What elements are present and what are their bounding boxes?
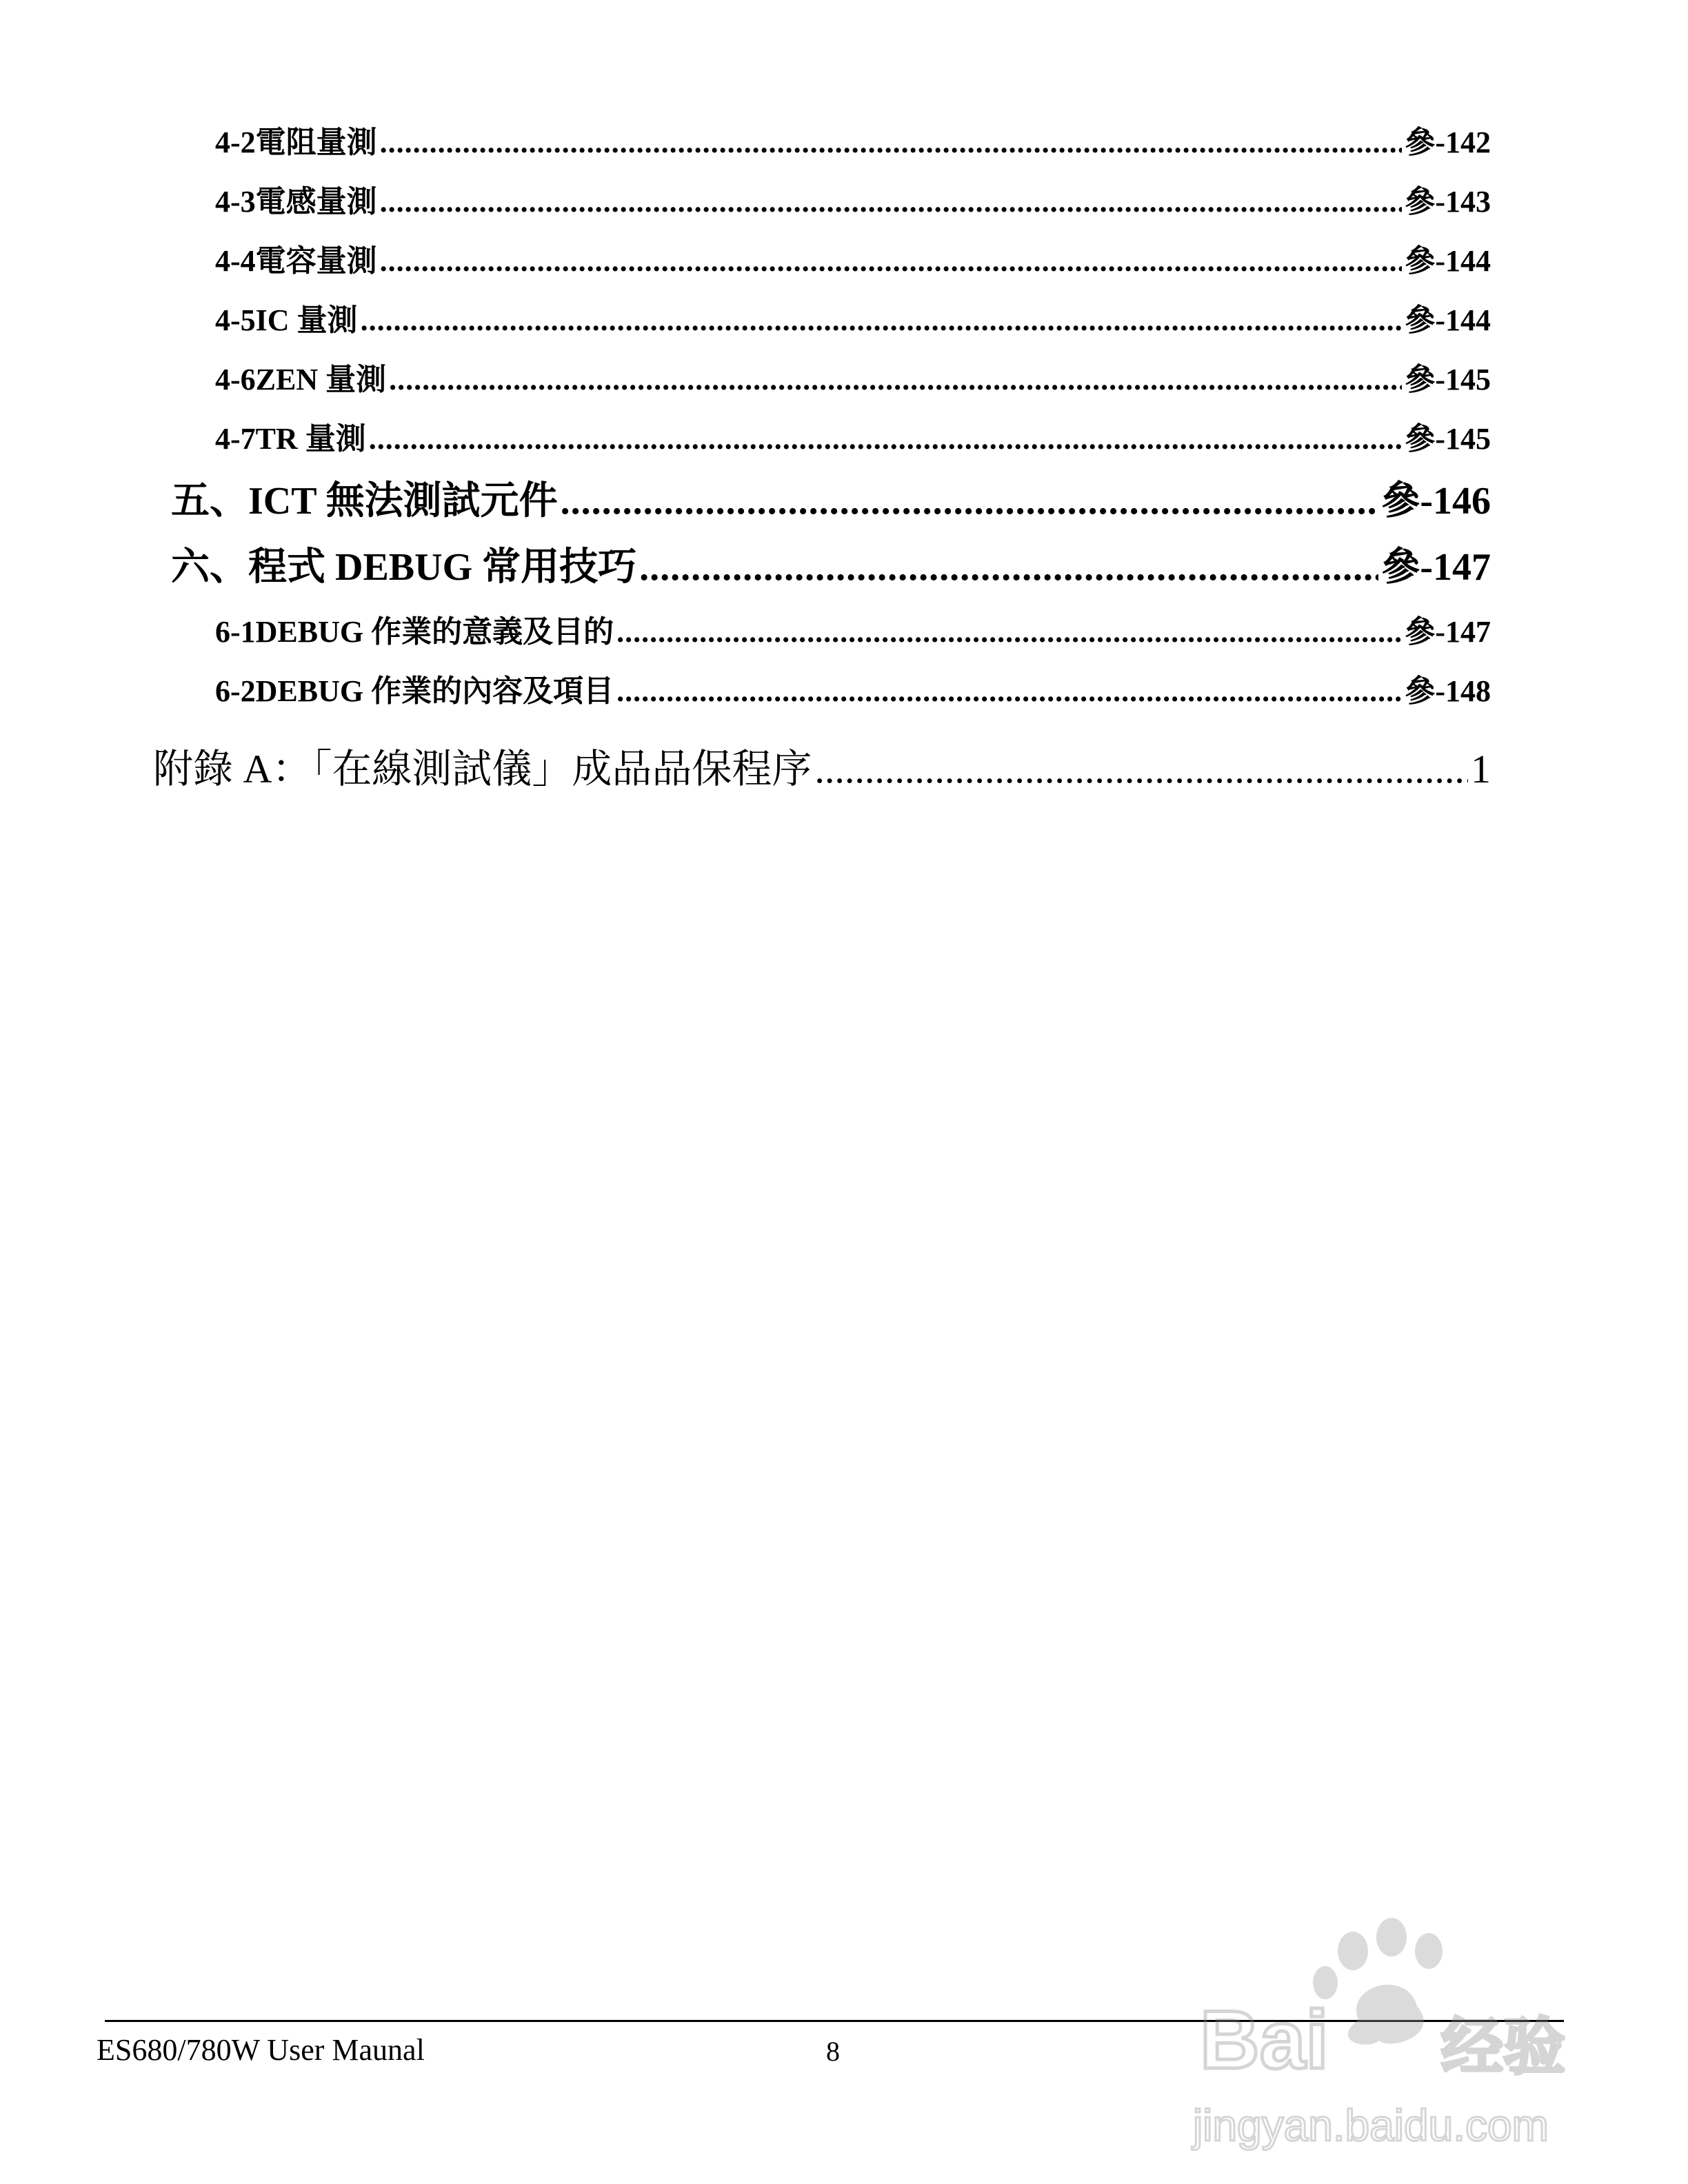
toc-entry-4-6[interactable] — [215, 354, 1491, 398]
entry-number: 6-2 — [215, 674, 256, 708]
dot-leader — [616, 614, 1402, 649]
entry-title: 電感量測 — [255, 185, 377, 219]
watermark-url: jingyan.baidu.com — [1193, 2101, 1549, 2150]
entry-page: 參-147 — [1381, 546, 1491, 589]
entry-number: 4-5 — [215, 303, 256, 337]
entry-page: 參-145 — [1405, 363, 1491, 396]
entry-page: 參-144 — [1405, 244, 1491, 278]
entry-title: 電阻量測 — [255, 125, 377, 159]
toc-entry-4-2[interactable] — [215, 117, 1491, 161]
paw-icon — [1313, 1918, 1443, 2045]
entry-page: 參-145 — [1405, 422, 1491, 456]
dot-leader — [814, 746, 1468, 792]
dot-leader — [389, 362, 1402, 397]
entry-number: 4-3 — [215, 185, 256, 219]
toc-entry-chapter-5[interactable] — [171, 470, 1491, 525]
entry-title: 附錄 A：「在線測試儀」成品品保程序 — [153, 747, 812, 791]
dot-leader — [561, 479, 1379, 523]
toc-entry-4-7[interactable] — [215, 414, 1491, 458]
footer-page-number: 8 — [826, 2036, 840, 2067]
entry-number: 4-2 — [215, 125, 256, 159]
entry-title: DEBUG 作業的意義及目的 — [255, 615, 614, 649]
dot-leader — [639, 545, 1378, 589]
entry-page: 參-144 — [1405, 303, 1491, 337]
entry-number: 4-6 — [215, 363, 256, 396]
entry-title: TR 量測 — [255, 422, 366, 456]
watermark-brand: Bai — [1200, 1994, 1329, 2086]
dot-leader — [361, 303, 1403, 338]
entry-title: 六、程式 DEBUG 常用技巧 — [171, 546, 637, 589]
entry-page: 參-143 — [1405, 185, 1491, 219]
toc-entry-6-1[interactable] — [215, 607, 1491, 651]
baidu-watermark-logo — [1172, 1903, 1586, 2165]
entry-page: 參-148 — [1405, 674, 1491, 708]
dot-leader — [380, 184, 1403, 219]
entry-title: IC 量測 — [255, 303, 358, 337]
dot-leader — [380, 125, 1403, 160]
entry-page: 參-147 — [1405, 615, 1491, 649]
toc-entry-chapter-6[interactable] — [171, 536, 1491, 592]
entry-number: 4-7 — [215, 422, 256, 456]
entry-title: 電容量測 — [255, 244, 377, 278]
toc-entry-6-2[interactable] — [215, 666, 1491, 710]
toc-entry-4-4[interactable] — [215, 236, 1491, 280]
dot-leader — [616, 674, 1402, 709]
entry-title: ZEN 量測 — [255, 363, 387, 396]
entry-page: 參-146 — [1381, 480, 1491, 523]
footer-manual-name: ES680/780W User Maunal — [97, 2033, 425, 2067]
watermark-brand-suffix: 经验 — [1441, 2011, 1565, 2083]
entry-number: 4-4 — [215, 244, 256, 278]
entry-title: DEBUG 作業的內容及項目 — [255, 674, 614, 708]
toc-entry-4-3[interactable] — [215, 176, 1491, 221]
entry-page: 1 — [1471, 747, 1491, 791]
entry-title: 五、ICT 無法測試元件 — [171, 480, 558, 523]
toc-entry-4-5[interactable] — [215, 295, 1491, 339]
entry-page: 參-142 — [1405, 125, 1491, 159]
entry-number: 6-1 — [215, 615, 256, 649]
dot-leader — [369, 421, 1403, 456]
toc-entry-appendix-a[interactable] — [153, 736, 1491, 794]
dot-leader — [380, 243, 1403, 279]
